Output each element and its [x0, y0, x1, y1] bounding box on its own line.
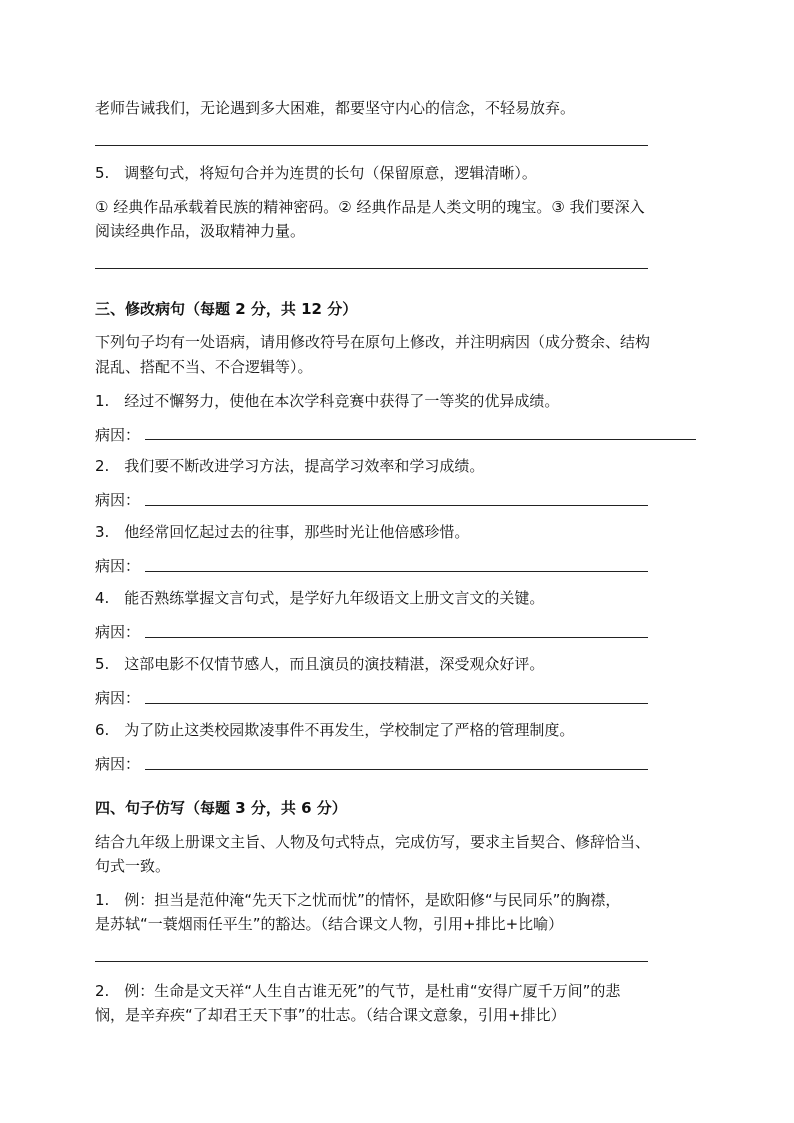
- sentence-item-1: 1. 经过不懈努力，使他在本次学科竞赛中获得了一等奖的优异成绩。: [95, 392, 560, 410]
- reason-label: 病因：: [95, 491, 141, 509]
- reason-label: 病因：: [95, 426, 141, 444]
- imitation-q1-line2: 是苏轼“一蓑烟雨任平生”的豁达。（结合课文人物，引用+排比+比喻）: [95, 915, 564, 933]
- answer-line: [95, 268, 648, 269]
- reason-answer-line: [145, 703, 648, 704]
- reason-label: 病因：: [95, 557, 141, 575]
- answer-line: [95, 961, 648, 962]
- carry-over-sentence: 老师告诫我们，无论遇到多大困难，都要坚守内心的信念，不轻易放弃。: [95, 99, 576, 117]
- section-4-instruction-line1: 结合九年级上册课文主旨、人物及句式特点，完成仿写，要求主旨契合、修辞恰当、: [95, 833, 651, 851]
- reason-label: 病因：: [95, 755, 141, 773]
- reason-label: 病因：: [95, 623, 141, 641]
- imitation-q2-line2: 悯，是辛弃疾“了却君王天下事”的壮志。（结合课文意象，引用+排比）: [95, 1006, 566, 1024]
- reason-answer-line: [145, 571, 648, 572]
- sentence-item-3: 3. 他经常回忆起过去的往事，那些时光让他倍感珍惜。: [95, 523, 470, 541]
- question-5-material-line1: ① 经典作品承载着民族的精神密码。② 经典作品是人类文明的瑰宝。③ 我们要深入: [95, 198, 645, 216]
- reason-label: 病因：: [95, 689, 141, 707]
- question-5-prompt: 5. 调整句式，将短句合并为连贯的长句（保留原意，逻辑清晰）。: [95, 164, 537, 182]
- sentence-item-5: 5. 这部电影不仅情节感人，而且演员的演技精湛，深受观众好评。: [95, 655, 545, 673]
- imitation-q1-line1: 1. 例：担当是范仲淹“先天下之忧而忧”的情怀，是欧阳修“与民同乐”的胸襟，: [95, 891, 621, 909]
- answer-line: [95, 145, 648, 146]
- imitation-q2-line1: 2. 例：生命是文天祥“人生自古谁无死”的气节，是杜甫“安得广厦千万间”的悲: [95, 982, 621, 1000]
- reason-answer-line: [145, 637, 648, 638]
- section-4-heading: 四、句子仿写（每题 3 分，共 6 分）: [95, 799, 347, 817]
- sentence-item-6: 6. 为了防止这类校园欺凌事件不再发生，学校制定了严格的管理制度。: [95, 721, 575, 739]
- reason-answer-line: [145, 505, 648, 506]
- section-4-instruction-line2: 句式一致。: [95, 857, 171, 875]
- section-3-instruction-line1: 下列句子均有一处语病，请用修改符号在原句上修改，并注明病因（成分赘余、结构: [95, 333, 651, 351]
- sentence-item-4: 4. 能否熟练掌握文言句式，是学好九年级语文上册文言文的关键。: [95, 589, 545, 607]
- question-5-material-line2: 阅读经典作品，汲取精神力量。: [95, 222, 306, 240]
- sentence-item-2: 2. 我们要不断改进学习方法，提高学习效率和学习成绩。: [95, 457, 485, 475]
- section-3-heading: 三、修改病句（每题 2 分，共 12 分）: [95, 300, 358, 318]
- reason-answer-line: [145, 439, 696, 440]
- reason-answer-line: [145, 769, 648, 770]
- section-3-instruction-line2: 混乱、搭配不当、不合逻辑等）。: [95, 358, 313, 376]
